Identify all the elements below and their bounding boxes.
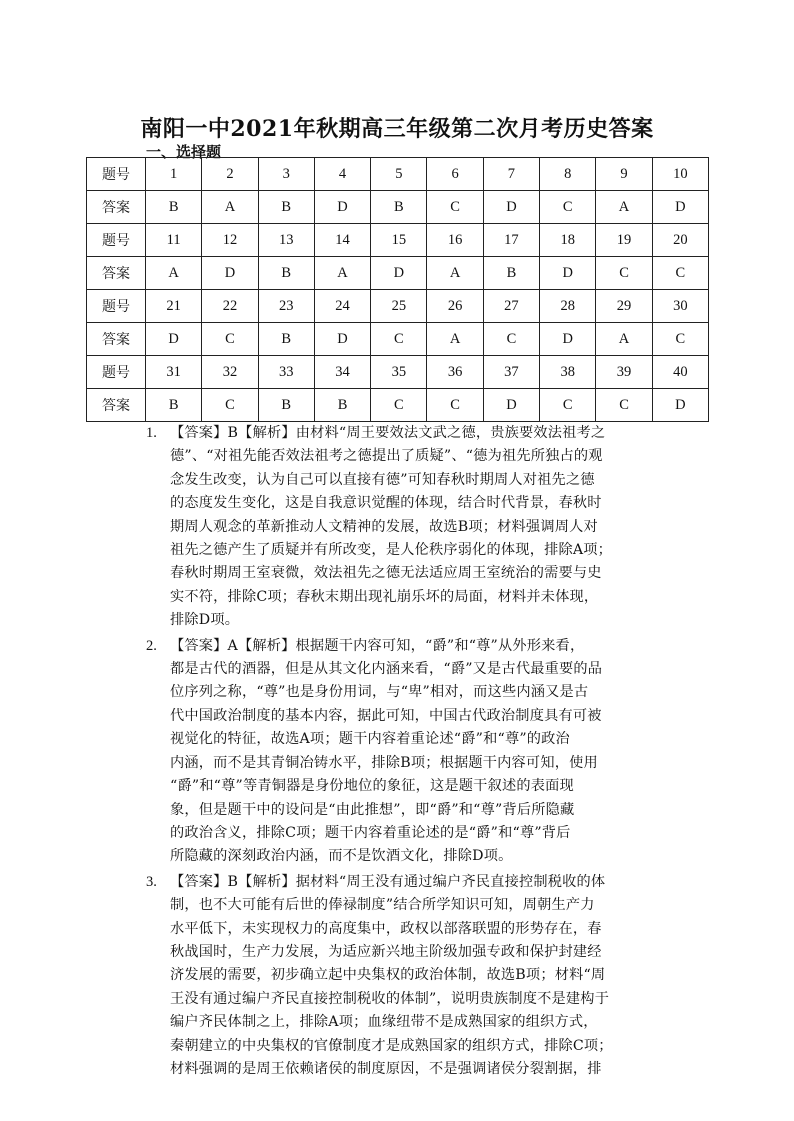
question-number-cell: 3 <box>258 158 314 191</box>
row-label: 答案 <box>87 257 146 290</box>
question-number-cell: 38 <box>540 356 596 389</box>
question-number-cell: 25 <box>371 290 427 323</box>
question-number-cell: 4 <box>314 158 370 191</box>
row-label: 题号 <box>87 290 146 323</box>
question-number-cell: 7 <box>483 158 539 191</box>
question-number-cell: 14 <box>314 224 370 257</box>
answer-row <box>87 389 709 422</box>
answer-cell: C <box>596 389 652 422</box>
answer-cell: B <box>258 191 314 224</box>
question-number-cell: 18 <box>540 224 596 257</box>
explanation-item <box>146 422 711 633</box>
explanation-line: 期周人观念的革新推动人文精神的发展，故选B项；材料强调周人对 <box>170 518 598 535</box>
answer-cell: A <box>427 257 483 290</box>
answer-cell: B <box>146 191 202 224</box>
row-label: 题号 <box>87 224 146 257</box>
question-number-cell: 40 <box>652 356 708 389</box>
explanation-item <box>146 871 711 1082</box>
question-number-cell: 27 <box>483 290 539 323</box>
answer-cell: C <box>652 257 708 290</box>
explanation-line: 德”、“对祖先能否效法祖考之德提出了质疑”、“德为祖先所独占的观 <box>170 448 603 465</box>
answer-cell: C <box>596 257 652 290</box>
question-number-cell: 15 <box>371 224 427 257</box>
question-number-cell: 1 <box>146 158 202 191</box>
answer-table <box>86 157 709 422</box>
answer-cell: B <box>314 389 370 422</box>
answer-cell: C <box>202 389 258 422</box>
answer-cell: D <box>314 323 370 356</box>
question-number-cell: 35 <box>371 356 427 389</box>
answer-cell: D <box>652 389 708 422</box>
answer-cell: A <box>596 323 652 356</box>
answer-cell: A <box>596 191 652 224</box>
question-number-cell: 37 <box>483 356 539 389</box>
answer-cell: A <box>427 323 483 356</box>
explanation-line: 【答案】B【解析】由材料“周王要效法文武之德，贵族要效法祖考之 <box>170 425 606 441</box>
explanation-line: 【答案】B【解析】据材料“周王没有通过编户齐民直接控制税收的体 <box>170 873 606 890</box>
question-number-cell: 17 <box>483 224 539 257</box>
explanation-line: 编户齐民体制之上，排除A项；血缘纽带不是成熟国家的组织方式， <box>170 1014 598 1031</box>
question-number-cell: 6 <box>427 158 483 191</box>
row-label: 答案 <box>87 323 146 356</box>
row-label: 题号 <box>87 356 146 389</box>
explanation-line: 视觉化的特征，故选A项；题干内容着重论述“爵”和“尊”的政治 <box>170 731 570 748</box>
question-number-cell: 8 <box>540 158 596 191</box>
explanation-line: 秦朝建立的中央集权的官僚制度才是成熟国家的组织方式，排除C项； <box>170 1037 613 1054</box>
answer-cell: C <box>202 323 258 356</box>
question-number-cell: 33 <box>258 356 314 389</box>
question-number-cell: 19 <box>596 224 652 257</box>
answer-row <box>87 257 709 290</box>
answer-cell: C <box>652 323 708 356</box>
explanation-line: 春秋时期周王室衰微，效法祖先之德无法适应周王室统治的需要与史 <box>170 565 602 582</box>
question-number-cell: 36 <box>427 356 483 389</box>
explanation-line: 水平低下，未实现权力的高度集中，政权以部落联盟的形势存在，春 <box>170 920 602 937</box>
answer-cell: C <box>483 323 539 356</box>
explanation-line: 念发生改变，认为自己可以直接有德”可知春秋时期周人对祖先之德 <box>170 471 595 488</box>
answer-cell: C <box>540 389 596 422</box>
answer-cell: D <box>652 191 708 224</box>
question-number-cell: 34 <box>314 356 370 389</box>
page-title: 南阳一中2021年秋期高三年级第二次月考历史答案 <box>140 116 654 142</box>
question-number-cell: 30 <box>652 290 708 323</box>
question-number-row <box>87 290 709 323</box>
answer-cell: C <box>371 389 427 422</box>
question-number-cell: 11 <box>146 224 202 257</box>
answer-cell: B <box>258 389 314 422</box>
answer-cell: C <box>540 191 596 224</box>
explanation-line: 的态度发生变化，这是自我意识觉醒的体现，结合时代背景，春秋时 <box>170 495 602 512</box>
explanation-line: 的政治含义，排除C项；题干内容着重论述的是“爵”和“尊”背后 <box>170 824 571 841</box>
answer-cell: D <box>540 323 596 356</box>
question-number-cell: 20 <box>652 224 708 257</box>
explanations-list <box>146 422 711 1083</box>
question-number-cell: 21 <box>146 290 202 323</box>
row-label: 题号 <box>87 158 146 191</box>
explanation-line: “爵”和“尊”等青铜器是身份地位的象征，这是题干叙述的表面现 <box>170 778 574 795</box>
answer-cell: A <box>314 257 370 290</box>
row-label: 答案 <box>87 389 146 422</box>
question-number: 2. <box>146 637 157 654</box>
explanation-line: 象，但是题干中的设问是“由此推想”，即“爵”和“尊”背后所隐藏 <box>170 801 575 818</box>
question-number-cell: 9 <box>596 158 652 191</box>
explanation-line: 位序列之称，“尊”也是身份用词，与“卑”相对，而这些内涵又是古 <box>170 684 589 701</box>
answer-cell: D <box>483 191 539 224</box>
answer-cell: C <box>427 191 483 224</box>
row-label: 答案 <box>87 191 146 224</box>
explanation-line: 祖先之德产生了质疑并有所改变，是人伦秩序弱化的体现，排除A项； <box>170 542 613 559</box>
answer-cell: B <box>258 323 314 356</box>
question-number: 3. <box>146 873 157 890</box>
question-number-cell: 39 <box>596 356 652 389</box>
explanation-line: 排除D项。 <box>170 612 240 629</box>
explanation-line: 所隐藏的深刻政治内涵，而不是饮酒文化，排除D项。 <box>170 848 513 865</box>
answer-cell: D <box>371 257 427 290</box>
explanation-item <box>146 635 711 869</box>
question-number-cell: 22 <box>202 290 258 323</box>
explanation-line: 材料强调的是周王依赖诸侯的制度原因，不是强调诸侯分裂割据，排 <box>170 1060 602 1077</box>
answer-cell: B <box>146 389 202 422</box>
question-number: 1. <box>146 425 157 441</box>
explanation-line: 都是古代的酒器，但是从其文化内涵来看，“爵”又是古代最重要的品 <box>170 661 603 678</box>
question-number-cell: 29 <box>596 290 652 323</box>
answer-cell: A <box>202 191 258 224</box>
question-number-cell: 23 <box>258 290 314 323</box>
answer-cell: B <box>258 257 314 290</box>
explanation-line: 王没有通过编户齐民直接控制税收的体制”，说明贵族制度不是建构于 <box>170 990 610 1007</box>
question-number-cell: 24 <box>314 290 370 323</box>
explanation-line: 制，也不大可能有后世的俸禄制度”结合所学知识可知，周朝生产力 <box>170 897 595 914</box>
answer-cell: D <box>483 389 539 422</box>
answer-cell: D <box>146 323 202 356</box>
answer-row <box>87 323 709 356</box>
question-number-cell: 31 <box>146 356 202 389</box>
question-number-cell: 5 <box>371 158 427 191</box>
question-number-cell: 16 <box>427 224 483 257</box>
answer-cell: A <box>146 257 202 290</box>
question-number-cell: 13 <box>258 224 314 257</box>
answer-cell: D <box>314 191 370 224</box>
explanation-line: 济发展的需要，初步确立起中央集权的政治体制，故选B项；材料“周 <box>170 967 606 984</box>
answer-cell: B <box>483 257 539 290</box>
question-number-cell: 12 <box>202 224 258 257</box>
question-number-cell: 2 <box>202 158 258 191</box>
answer-cell: B <box>371 191 427 224</box>
question-number-cell: 28 <box>540 290 596 323</box>
answer-cell: D <box>202 257 258 290</box>
question-number-row <box>87 158 709 191</box>
answer-cell: C <box>371 323 427 356</box>
question-number-cell: 26 <box>427 290 483 323</box>
question-number-cell: 10 <box>652 158 708 191</box>
answer-cell: D <box>540 257 596 290</box>
explanation-line: 【答案】A【解析】根据题干内容可知，“爵”和“尊”从外形来看， <box>170 637 585 654</box>
explanation-line: 秋战国时，生产力发展，为适应新兴地主阶级加强专政和保护封建经 <box>170 943 602 960</box>
answer-row <box>87 191 709 224</box>
question-number-row <box>87 224 709 257</box>
question-number-row <box>87 356 709 389</box>
explanation-line: 内涵，而不是其青铜冶铸水平，排除B项；根据题干内容可知，使用 <box>170 754 598 771</box>
section-heading: 一、选择题 <box>146 143 222 161</box>
explanation-line: 实不符，排除C项；春秋末期出现礼崩乐坏的局面，材料并未体现， <box>170 588 599 605</box>
explanation-line: 代中国政治制度的基本内容，据此可知，中国古代政治制度具有可被 <box>170 707 602 724</box>
answer-cell: C <box>427 389 483 422</box>
question-number-cell: 32 <box>202 356 258 389</box>
